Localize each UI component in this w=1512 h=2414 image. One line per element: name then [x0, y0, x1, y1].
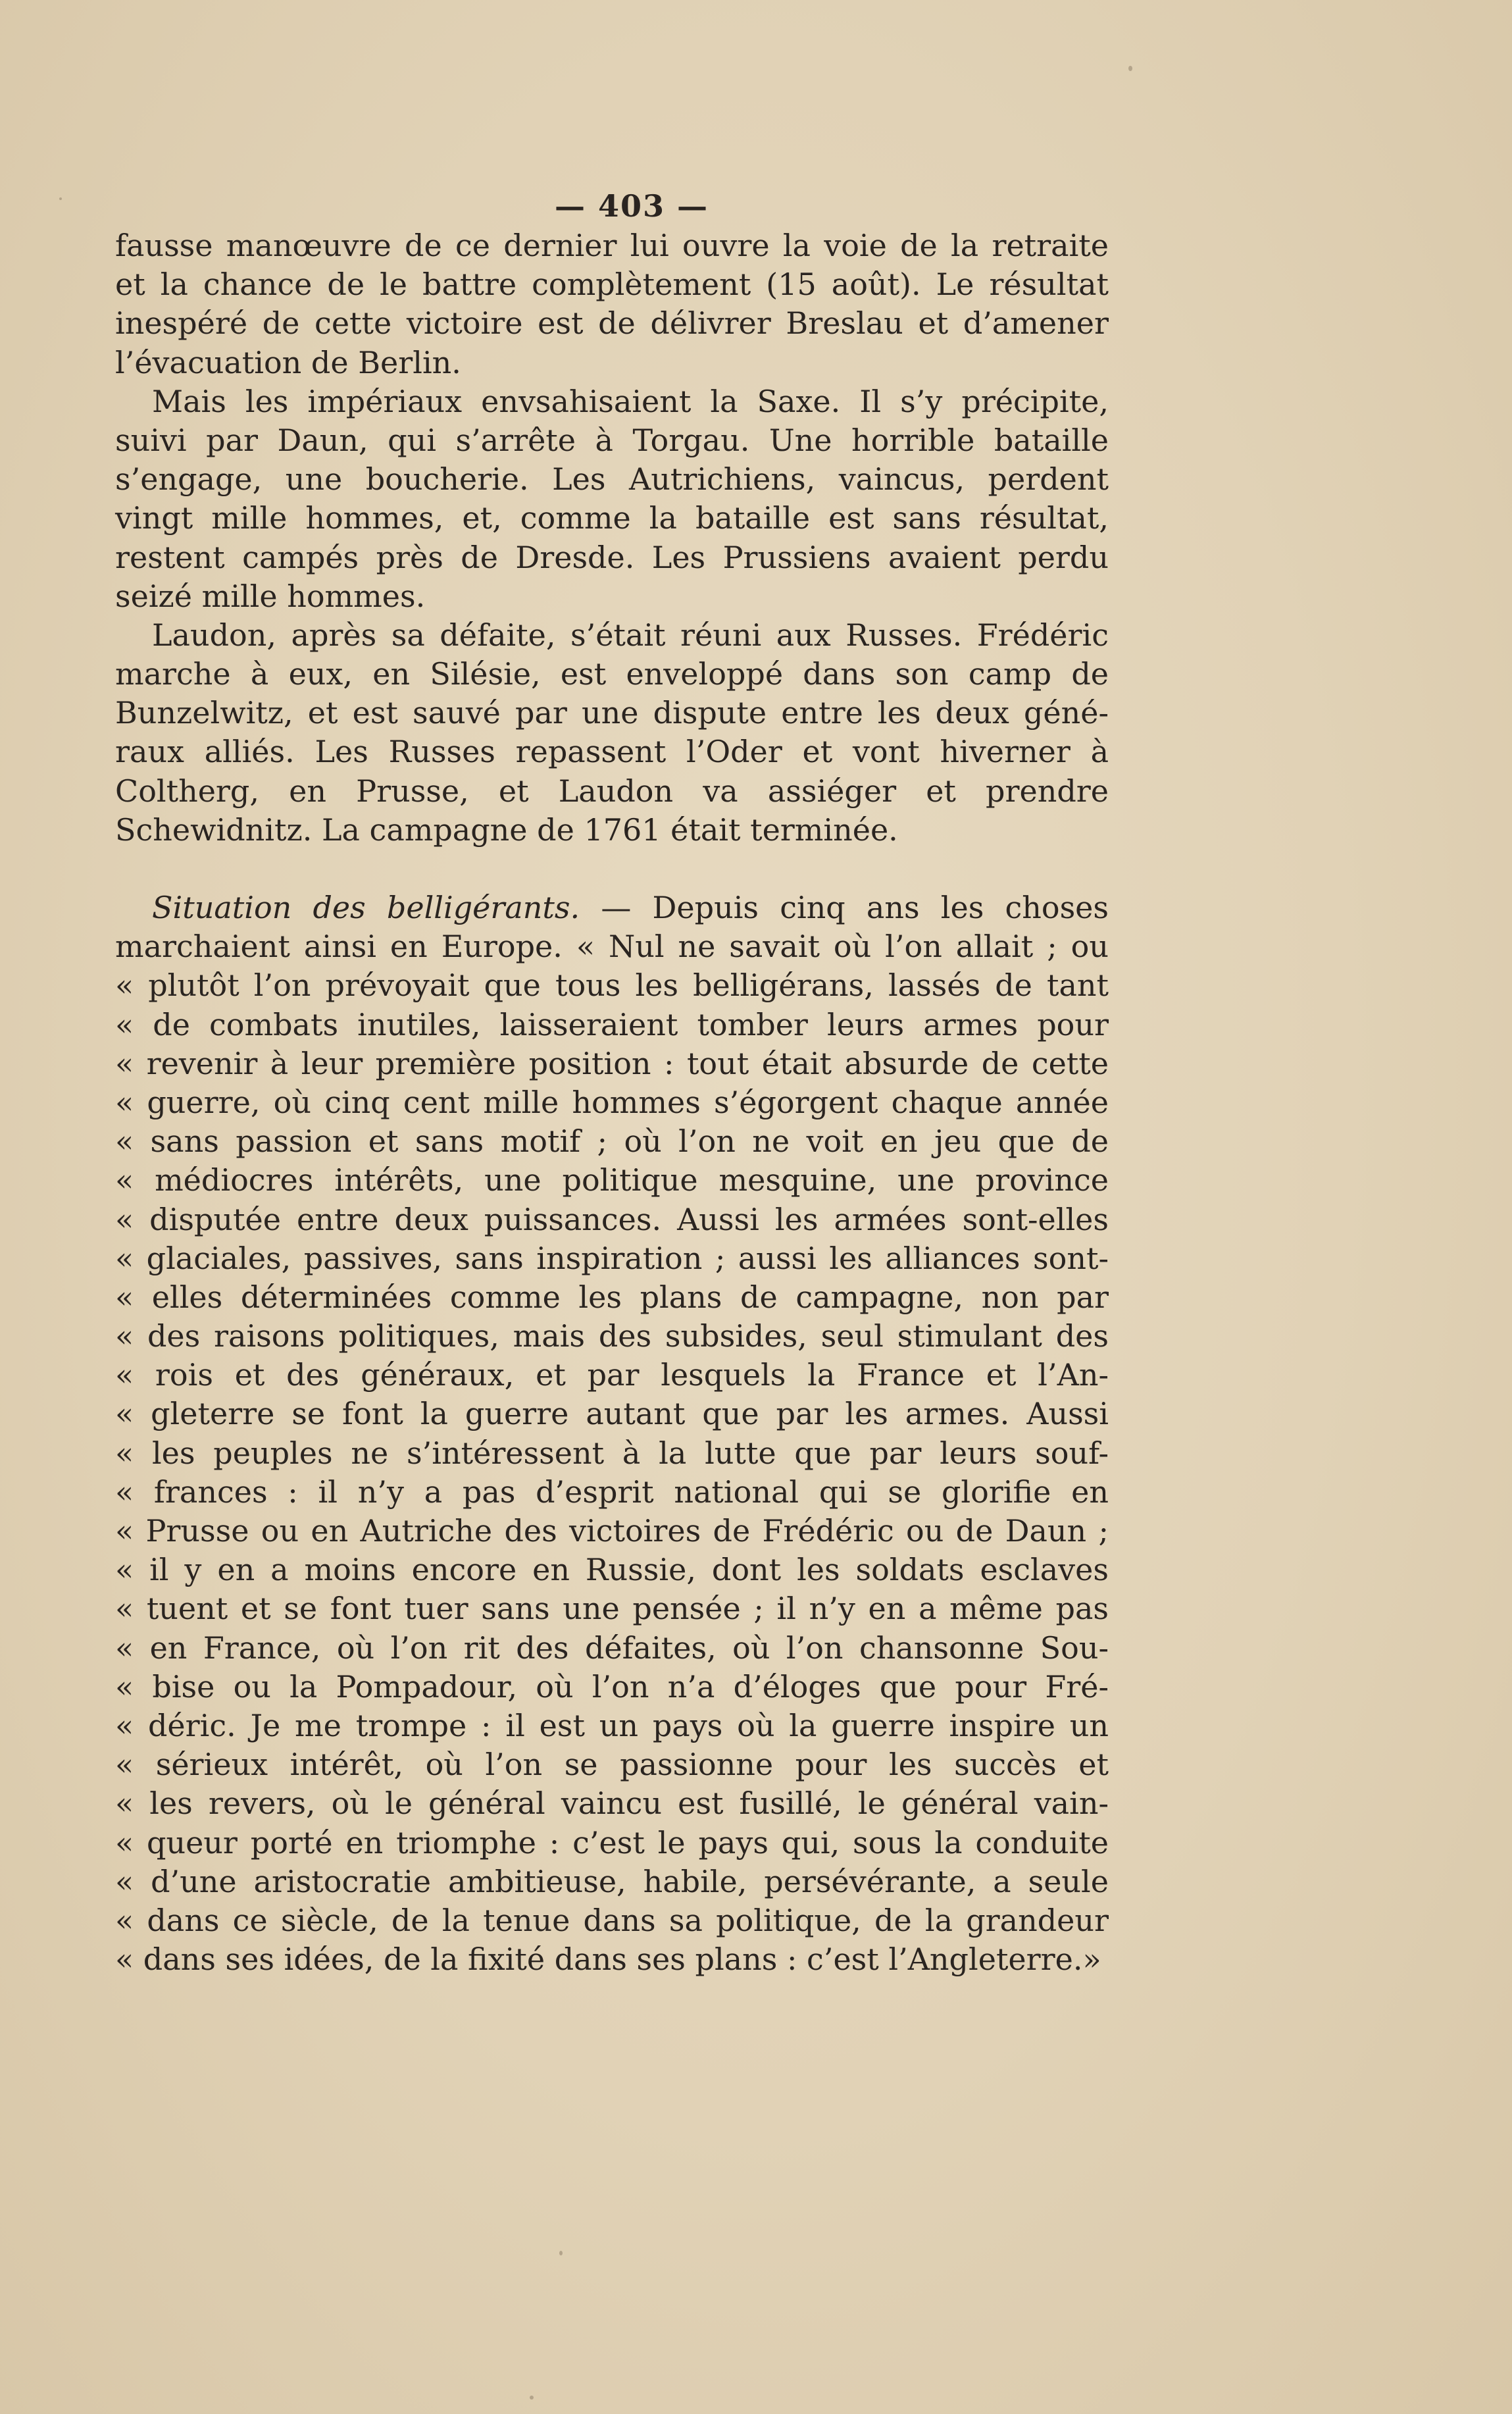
text-line: « sans passion et sans motif ; où l’on ne voit en jeu que de: [115, 1123, 1109, 1160]
text-line: « d’une aristocratie ambitieuse, habile, persévérante, a seule: [115, 1863, 1109, 1899]
text-line: « médiocres intérêts, une politique mesquine, une province: [115, 1162, 1109, 1198]
text-line: Schewidnitz. La campagne de 1761 était terminée.: [115, 811, 898, 848]
text-line: « queur porté en triomphe : c’est le pays qui, sous la conduite: [115, 1824, 1109, 1861]
paragraph: [115, 616, 1109, 850]
text-line: « bise ou la Pompadour, où l’on n’a d’éloges que pour Fré-: [115, 1668, 1109, 1705]
text-line: l’évacuation de Berlin.: [115, 344, 461, 380]
text-line: inespéré de cette victoire est de délivrer Breslau et d’amener: [115, 305, 1109, 342]
text-line: et la chance de le battre complètement (15 août). Le résultat: [115, 267, 1109, 303]
text-line: « tuent et se font tuer sans une pensée ; il n’y en a même pas: [115, 1591, 1109, 1627]
text-line: « disputée entre deux puissances. Aussi les armées sont-elles: [115, 1201, 1109, 1237]
text-line: « plutôt l’on prévoyait que tous les belligérans, lassés de tant: [115, 967, 1109, 1004]
text-line: Laudon, après sa défaite, s’était réuni aux Russes. Frédéric: [152, 617, 1109, 653]
text-line: « déric. Je me trompe : il est un pays où la guerre inspire un: [115, 1707, 1109, 1743]
text-line: vingt mille hommes, et, comme la bataille est sans résultat,: [115, 500, 1109, 536]
text-line: « sérieux intérêt, où l’on se passionne pour les succès et: [115, 1747, 1109, 1783]
page-text: [115, 186, 1109, 1979]
paper-speck: [59, 197, 62, 200]
text-line: « rois et des généraux, et par lesquels la France et l’An-: [115, 1357, 1109, 1393]
text-line: suivi par Daun, qui s’arrête à Torgau. Une horrible bataille: [115, 422, 1109, 458]
text-line: Mais les impériaux envsahisaient la Saxe. Il s’y précipite,: [152, 383, 1109, 419]
section-heading: Situation des belligérants.: [152, 890, 580, 925]
text-line: Coltherg, en Prusse, et Laudon va assiéger et prendre: [115, 773, 1109, 809]
text-line: s’engage, une boucherie. Les Autrichiens, vaincus, perdent: [115, 461, 1109, 498]
text-line: « guerre, où cinq cent mille hommes s’égorgent chaque année: [115, 1084, 1109, 1120]
text-line: « dans ce siècle, de la tenue dans sa politique, de la grandeur: [115, 1902, 1109, 1938]
text-line: « en France, où l’on rit des défaites, où l’on chansonne Sou-: [115, 1630, 1109, 1666]
text-line: « revenir à leur première position : tout était absurde de cette: [115, 1045, 1109, 1081]
text-line: « glaciales, passives, sans inspiration ; aussi les alliances sont-: [115, 1240, 1109, 1276]
paragraph: [115, 226, 1109, 382]
text-line: « gleterre se font la guerre autant que par les armes. Aussi: [115, 1396, 1109, 1432]
text-line: « les revers, où le général vaincu est fusillé, le général vain-: [115, 1785, 1109, 1822]
paragraph-gap: [115, 850, 1109, 888]
text-line: « les peuples ne s’intéressent à la lutte que par leurs souf-: [115, 1435, 1109, 1471]
text-line: fausse manœuvre de ce dernier lui ouvre la voie de la retraite: [115, 228, 1109, 263]
text-line: raux alliés. Les Russes repassent l’Oder et vont hiverner à: [115, 734, 1109, 770]
text-line: « des raisons politiques, mais des subsides, seul stimulant des: [115, 1318, 1109, 1354]
paper-speck: [530, 2396, 534, 2400]
text-line: « frances : il n’y a pas d’esprit national qui se glorifie en: [115, 1474, 1109, 1510]
paragraph: [115, 888, 1109, 1979]
text-line: [115, 888, 1109, 927]
text-line: « de combats inutiles, laisseraient tomber leurs armes pour: [115, 1006, 1109, 1042]
paragraph: [115, 382, 1109, 616]
text-line: marchaient ainsi en Europe. « Nul ne savait où l’on allait ; ou: [115, 929, 1109, 965]
paper-speck: [559, 2251, 563, 2255]
text-line: Bunzelwitz, et est sauvé par une dispute entre les deux géné-: [115, 695, 1109, 731]
text-line: marche à eux, en Silésie, est enveloppé dans son camp de: [115, 656, 1109, 692]
text-line: « il y en a moins encore en Russie, dont les soldats esclaves: [115, 1552, 1109, 1588]
text-line: restent campés près de Dresde. Les Prussiens avaient perdu: [115, 539, 1109, 575]
text-line: « elles déterminées comme les plans de campagne, non par: [115, 1279, 1109, 1315]
text-line: seizé mille hommes.: [115, 578, 426, 614]
page-number: — 403 —: [554, 188, 709, 224]
paper-speck: [1128, 66, 1132, 71]
section-heading-continuation: — Depuis cinq ans les choses: [580, 890, 1109, 925]
text-line: « dans ses idées, de la fixité dans ses plans : c’est l’Angleterre.»: [115, 1941, 1101, 1978]
text-line: « Prusse ou en Autriche des victoires de Frédéric ou de Daun ;: [115, 1513, 1109, 1549]
